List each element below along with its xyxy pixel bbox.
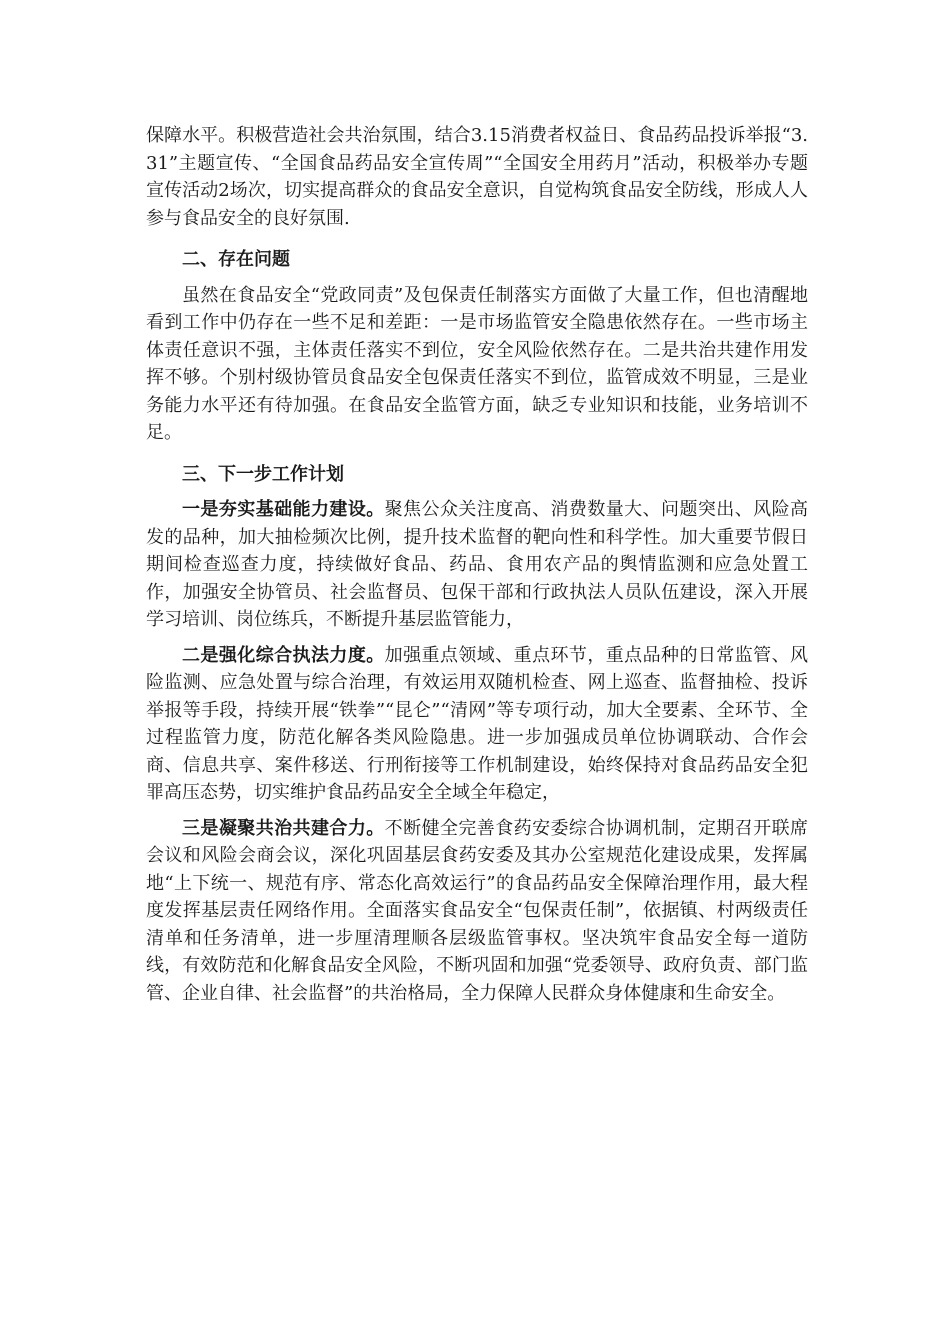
plan-item-1-text: 聚焦公众关注度高、消费数量大、问题突出、风险高发的品种，加大抽检频次比例，提升技术监督的靶向性和科学性。加大重要节假日期间检查巡查力度，持续做好食品、药品、食用农产品的舆情监测和应急处置工作，加强安全协管员、社会监督员、包保干部和行政执法人员队伍建设，深入开展学习培训、岗位练兵，不断提升基层监管能力，	[146, 499, 809, 630]
plan-item-2-lead: 二是强化综合执法力度。	[182, 644, 385, 666]
intro-paragraph: 保障水平。积极营造社会共治氛围，结合3.15消费者权益日、食品药品投诉举报“3.31”主题宣传、“全国食品药品安全宣传周”“全国安全用药月”活动，积极举办专题宣传活动2场次，切实提高群众的食品安全意识，自觉构筑食品安全防线，形成人人参与食品安全的良好氛围.	[146, 125, 808, 229]
plan-item-1	[146, 496, 808, 634]
section-heading-problems: 二、存在问题	[182, 249, 290, 270]
plan-item-2	[146, 642, 808, 807]
plan-item-1-lead: 一是夯实基础能力建设。	[182, 499, 385, 520]
plan-item-2-text: 加强重点领域、重点环节，重点品种的日常监管、风险监测、应急处置与综合治理，有效运用双随机检查、网上巡查、监督抽检、投诉举报等手段，持续开展“铁拳”“昆仑”“清网”等专项行动，加大全要素、全环节、全过程监管力度，防范化解各类风险隐患。进一步加强成员单位协调联动、合作会商、信息共享、案件移送、行刑衔接等工作机制建设，始终保持对食品药品安全犯罪高压态势，切实维护食品药品安全全域全年稳定，	[146, 644, 809, 803]
problems-paragraph: 虽然在食品安全“党政同责”及包保责任制落实方面做了大量工作，但也清醒地看到工作中仍存在一些不足和差距：一是市场监管安全隐患依然存在。一些市场主体责任意识不强，主体责任落实不到位，安全风险依然存在。二是共治共建作用发挥不够。个别村级协管员食品安全包保责任落实不到位，监管成效不明显，三是业务能力水平还有待加强。在食品安全监管方面，缺乏专业知识和技能，业务培训不足。	[146, 284, 808, 443]
plan-item-3-lead: 三是凝聚共治共建合力。	[182, 817, 385, 839]
plan-item-3-text: 不断健全完善食药安委综合协调机制，定期召开联席会议和风险会商会议，深化巩固基层食药安委及其办公室规范化建设成果，发挥属地“上下统一、规范有序、常态化高效运行”的食品药品安全保障治理作用，最大程度发挥基层责任网络作用。全面落实食品安全“包保责任制”，依据镇、村两级责任清单和任务清单，进一步厘清理顺各层级监管事权。坚决筑牢食品安全每一道防线，有效防范和化解食品安全风险，不断巩固和加强“党委领导、政府负责、部门监管、企业自律、社会监督”的共治格局，全力保障人民群众身体健康和生命安全。	[146, 817, 809, 1004]
plan-item-3	[146, 815, 808, 1008]
document-page	[146, 122, 808, 1007]
section-heading-next-plan: 三、下一步工作计划	[182, 463, 344, 485]
